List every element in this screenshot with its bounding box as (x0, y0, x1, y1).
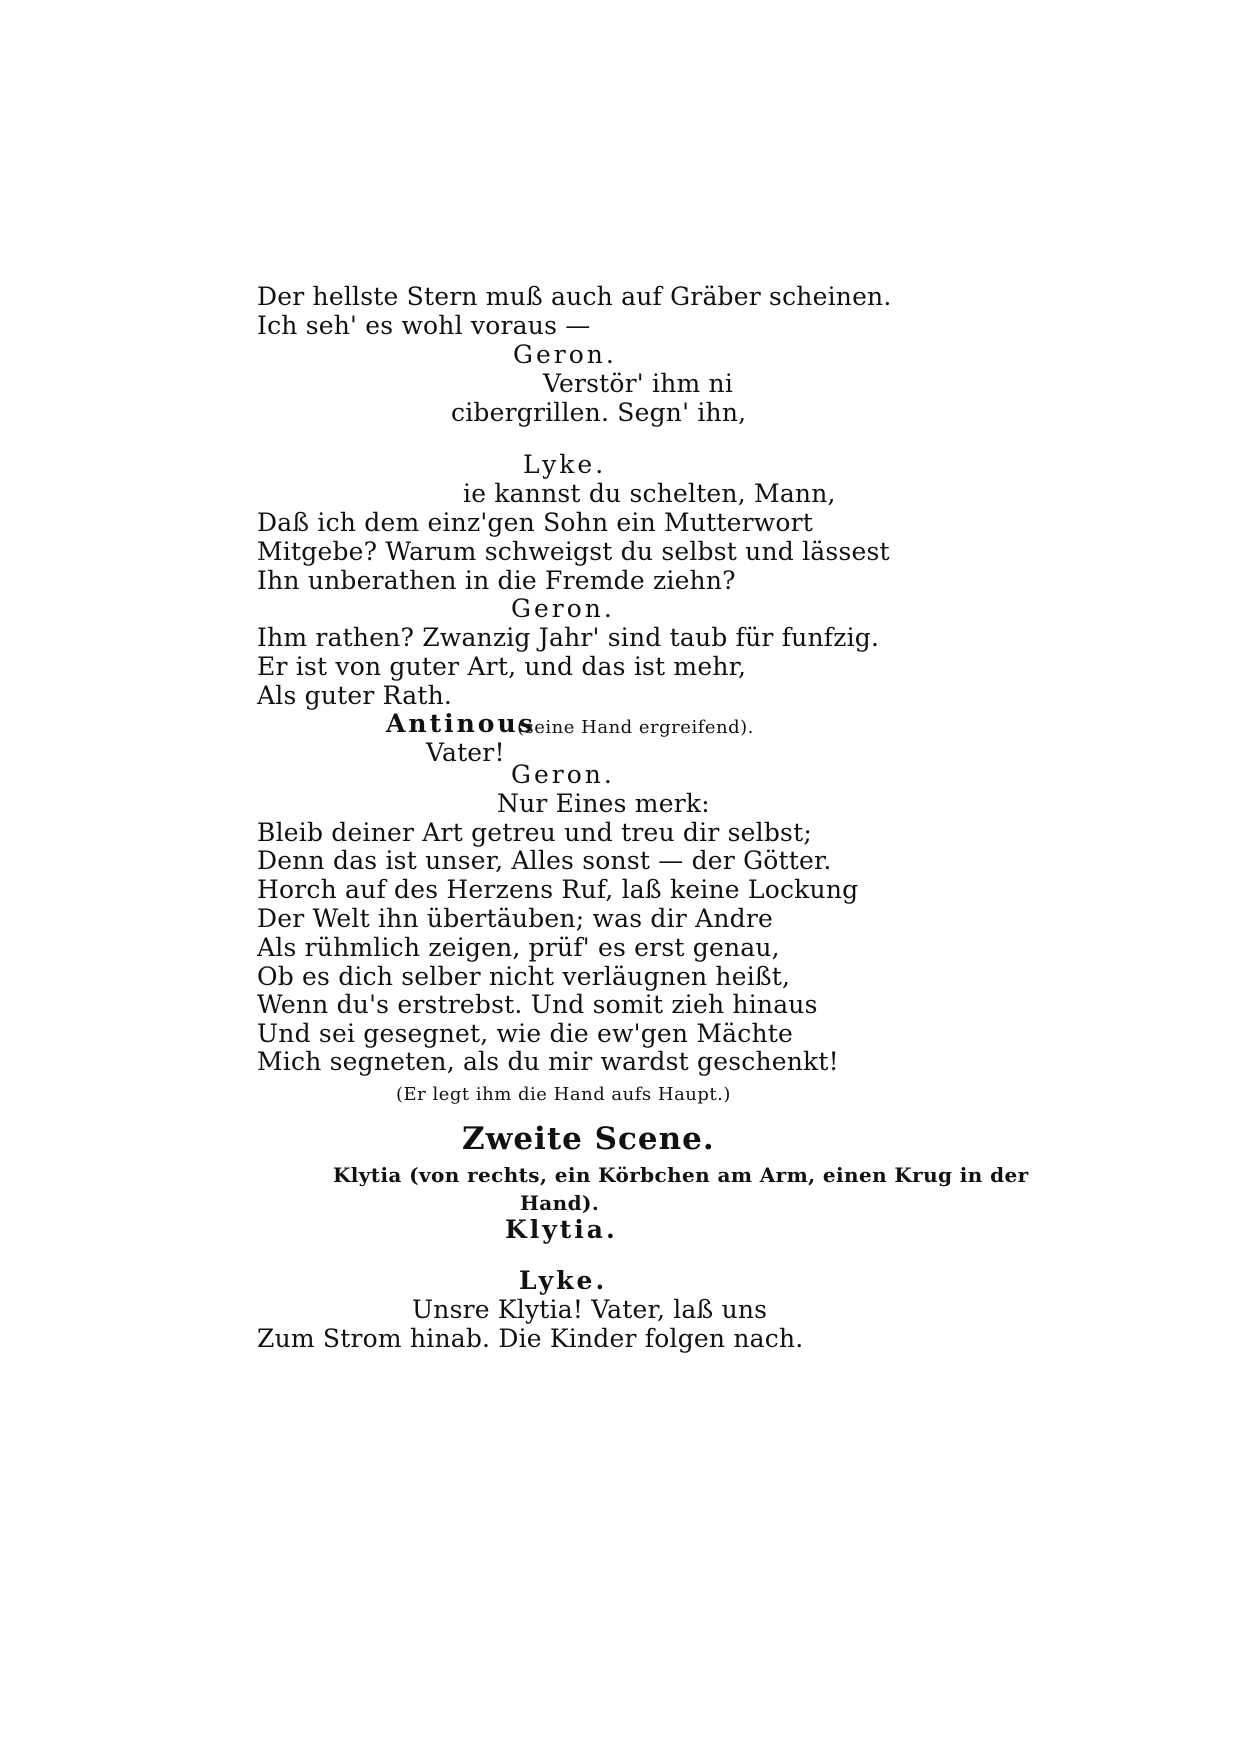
speaker-name: Antinous (386, 709, 536, 738)
verse-line: Unsre Klytia! Vater, laß uns (412, 1295, 768, 1324)
scene-description: Hand). (520, 1191, 600, 1215)
verse-line: Verstör' ihm ni (543, 369, 734, 398)
verse-line: Als rühmlich zeigen, prüf' es erst genau, (257, 933, 780, 962)
verse-line: Vater! (426, 738, 505, 767)
scene-description: Klytia (von rechts, ein Körbchen am Arm, einen Krug in der (333, 1163, 1029, 1187)
stage-direction: (Er legt ihm die Hand aufs Haupt.) (396, 1084, 731, 1105)
verse-line: Denn das ist unser, Alles sonst — der Götter. (257, 846, 832, 875)
verse-line: Ihm rathen? Zwanzig Jahr' sind taub für funfzig. (257, 623, 880, 652)
verse-line: Ihn unberathen in die Fremde ziehn? (257, 566, 736, 595)
speaker-name: Geron. (513, 340, 617, 369)
speaker-name: Geron. (511, 594, 615, 623)
verse-line: Bleib deiner Art getreu und treu dir selbst; (257, 818, 812, 847)
verse-line: Daß ich dem einz'gen Sohn ein Mutterwort (257, 508, 814, 537)
verse-line: Ob es dich selber nicht verläugnen heißt, (257, 962, 791, 991)
verse-line: Als guter Rath. (257, 681, 453, 710)
verse-line: cibergrillen. Segn' ihn, (451, 398, 747, 427)
scene-heading: Zweite Scene. (462, 1121, 715, 1157)
speaker-name: Klytia. (505, 1215, 618, 1244)
verse-line: Horch auf des Herzens Ruf, laß keine Lockung (257, 875, 859, 904)
verse-line: Mitgebe? Warum schweigst du selbst und lässest (257, 537, 890, 566)
speaker-name: Lyke. (519, 1266, 608, 1295)
verse-line: Der Welt ihn übertäuben; was dir Andre (257, 904, 773, 933)
verse-line: Der hellste Stern muß auch auf Gräber scheinen. (257, 282, 892, 311)
verse-line: Ich seh' es wohl voraus — (257, 311, 591, 340)
speaker-name: Lyke. (523, 450, 607, 479)
verse-line: Er ist von guter Art, und das ist mehr, (257, 652, 747, 681)
speaker-name: Geron. (511, 760, 615, 789)
verse-line: Zum Strom hinab. Die Kinder folgen nach. (257, 1324, 804, 1353)
stage-direction: (seine Hand ergreifend). (517, 717, 754, 738)
verse-line: Nur Eines merk: (497, 789, 710, 818)
verse-line: ie kannst du schelten, Mann, (463, 479, 836, 508)
verse-line: Mich segneten, als du mir wardst geschenkt! (257, 1047, 839, 1076)
verse-line: Wenn du's erstrebst. Und somit zieh hinaus (257, 990, 818, 1019)
verse-line: Und sei gesegnet, wie die ew'gen Mächte (257, 1019, 793, 1048)
